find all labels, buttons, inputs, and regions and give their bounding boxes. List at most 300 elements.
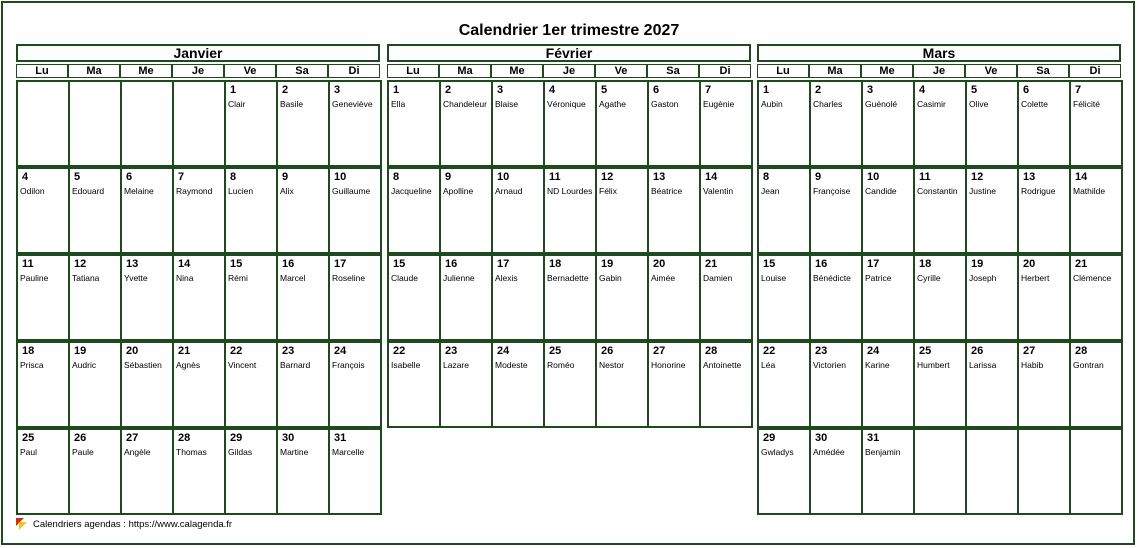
day-cell: [120, 167, 174, 254]
day-number: 26: [74, 432, 87, 444]
day-number: 3: [334, 84, 341, 96]
day-number: 28: [1075, 345, 1088, 357]
day-number: 1: [763, 84, 770, 96]
weekday-label: Me: [491, 64, 543, 78]
saint-name: Damien: [703, 273, 733, 283]
day-number: 21: [178, 345, 191, 357]
day-number: 12: [74, 258, 87, 270]
day-cell: [328, 167, 382, 254]
saint-name: Herbert: [1021, 273, 1050, 283]
day-number: 9: [282, 171, 289, 183]
saint-name: Patrice: [865, 273, 892, 283]
day-cell: [1017, 254, 1071, 341]
day-cell: [276, 341, 330, 428]
saint-name: Julienne: [443, 273, 475, 283]
day-cell: [172, 341, 226, 428]
month-header: Mars: [757, 44, 1121, 62]
saint-name: Guillaume: [332, 186, 371, 196]
saint-name: Thomas: [176, 447, 207, 457]
saint-name: Lucien: [228, 186, 254, 196]
empty-day-cell: [965, 428, 1019, 515]
day-cell: [120, 254, 174, 341]
day-cell: [965, 80, 1019, 167]
day-number: 19: [971, 258, 984, 270]
day-number: 14: [178, 258, 191, 270]
day-number: 27: [126, 432, 139, 444]
day-cell: [16, 428, 70, 515]
day-cell: [809, 341, 863, 428]
day-number: 20: [1023, 258, 1036, 270]
day-cell: [699, 167, 753, 254]
day-cell: [699, 341, 753, 428]
day-cell: [861, 428, 915, 515]
day-number: 13: [1023, 171, 1036, 183]
weekday-label: Lu: [387, 64, 439, 78]
day-cell: [861, 254, 915, 341]
saint-name: Béatrice: [651, 186, 683, 196]
day-number: 31: [334, 432, 347, 444]
day-cell: [172, 428, 226, 515]
day-cell: [543, 341, 597, 428]
day-cell: [491, 254, 545, 341]
saint-name: Yvette: [124, 273, 148, 283]
day-cell: [1017, 341, 1071, 428]
saint-name: Joseph: [969, 273, 997, 283]
day-number: 25: [919, 345, 932, 357]
day-number: 10: [867, 171, 880, 183]
day-cell: [68, 254, 122, 341]
week-row: [387, 167, 751, 254]
saint-name: Basile: [280, 99, 304, 109]
empty-day-cell: [1017, 428, 1071, 515]
weekday-label: Me: [120, 64, 172, 78]
saint-name: Charles: [813, 99, 843, 109]
day-cell: [224, 341, 278, 428]
day-cell: [439, 254, 493, 341]
day-cell: [16, 167, 70, 254]
day-cell: [172, 167, 226, 254]
saint-name: Bernadette: [547, 273, 589, 283]
saint-name: Rodrigue: [1021, 186, 1056, 196]
saint-name: Isabelle: [391, 360, 421, 370]
day-number: 9: [445, 171, 452, 183]
day-cell: [328, 254, 382, 341]
day-number: 23: [445, 345, 458, 357]
day-cell: [543, 254, 597, 341]
weekday-label: Ve: [965, 64, 1017, 78]
day-cell: [913, 167, 967, 254]
day-cell: [387, 341, 441, 428]
day-number: 14: [705, 171, 718, 183]
day-number: 28: [705, 345, 718, 357]
empty-day-cell: [913, 428, 967, 515]
saint-name: Valentin: [703, 186, 734, 196]
saint-name: Larissa: [969, 360, 997, 370]
day-number: 13: [653, 171, 666, 183]
weekday-label: Di: [1069, 64, 1121, 78]
day-number: 6: [653, 84, 660, 96]
saint-name: Raymond: [176, 186, 213, 196]
weekday-label: Di: [699, 64, 751, 78]
day-cell: [757, 167, 811, 254]
week-row: [387, 254, 751, 341]
day-number: 26: [601, 345, 614, 357]
saint-name: Aimée: [651, 273, 676, 283]
day-cell: [439, 167, 493, 254]
saint-name: Paul: [20, 447, 38, 457]
day-cell: [543, 167, 597, 254]
day-cell: [861, 167, 915, 254]
saint-name: Nestor: [599, 360, 625, 370]
saint-name: Sébastien: [124, 360, 162, 370]
day-number: 11: [549, 171, 561, 183]
weekday-label: Ma: [68, 64, 120, 78]
saint-name: Vincent: [228, 360, 257, 370]
day-cell: [387, 254, 441, 341]
week-row: [16, 167, 380, 254]
day-number: 11: [919, 171, 931, 183]
empty-day-cell: [16, 80, 70, 167]
saint-name: Blaise: [495, 99, 519, 109]
saint-name: Tatiana: [72, 273, 100, 283]
day-cell: [439, 80, 493, 167]
week-row: [757, 341, 1121, 428]
day-number: 4: [919, 84, 926, 96]
saint-name: Marcel: [280, 273, 306, 283]
saint-name: Gwladys: [761, 447, 794, 457]
day-cell: [328, 80, 382, 167]
day-number: 16: [445, 258, 458, 270]
day-number: 12: [601, 171, 614, 183]
weekday-label: Ve: [595, 64, 647, 78]
day-cell: [224, 80, 278, 167]
day-number: 15: [230, 258, 243, 270]
day-cell: [595, 341, 649, 428]
day-cell: [965, 167, 1019, 254]
day-cell: [647, 341, 701, 428]
day-number: 6: [126, 171, 133, 183]
saint-name: Audric: [72, 360, 97, 370]
day-number: 25: [549, 345, 562, 357]
day-number: 11: [22, 258, 34, 270]
day-number: 1: [230, 84, 237, 96]
weekday-label: Je: [172, 64, 224, 78]
day-cell: [491, 341, 545, 428]
month-grid: [757, 80, 1121, 515]
day-cell: [16, 254, 70, 341]
saint-name: Clémence: [1073, 273, 1112, 283]
day-cell: [699, 80, 753, 167]
day-cell: [809, 254, 863, 341]
day-cell: [861, 80, 915, 167]
saint-name: Arnaud: [495, 186, 523, 196]
day-number: 22: [230, 345, 243, 357]
saint-name: Jacqueline: [391, 186, 432, 196]
day-cell: [757, 341, 811, 428]
day-cell: [172, 254, 226, 341]
day-number: 20: [653, 258, 666, 270]
day-cell: [491, 80, 545, 167]
day-number: 6: [1023, 84, 1030, 96]
saint-name: Claude: [391, 273, 418, 283]
week-row: [757, 428, 1121, 515]
day-number: 21: [705, 258, 718, 270]
day-number: 10: [334, 171, 347, 183]
day-cell: [120, 428, 174, 515]
weekday-label: Ve: [224, 64, 276, 78]
saint-name: Félicité: [1073, 99, 1100, 109]
day-number: 5: [971, 84, 978, 96]
day-number: 3: [497, 84, 504, 96]
saint-name: Justine: [969, 186, 996, 196]
saint-name: Jean: [761, 186, 780, 196]
day-number: 19: [601, 258, 614, 270]
day-cell: [387, 80, 441, 167]
day-cell: [913, 254, 967, 341]
saint-name: Angèle: [124, 447, 151, 457]
saint-name: Guénolé: [865, 99, 898, 109]
saint-name: Gabin: [599, 273, 622, 283]
saint-name: Eugènie: [703, 99, 735, 109]
day-number: 5: [601, 84, 608, 96]
week-row: [16, 341, 380, 428]
empty-day-cell: [120, 80, 174, 167]
saint-name: Rémi: [228, 273, 248, 283]
saint-name: Louise: [761, 273, 787, 283]
saint-name: Martine: [280, 447, 309, 457]
day-number: 16: [282, 258, 295, 270]
day-cell: [965, 254, 1019, 341]
day-number: 16: [815, 258, 828, 270]
month-header: Février: [387, 44, 751, 62]
page-title: Calendrier 1er trimestre 2027: [458, 22, 680, 39]
day-number: 24: [497, 345, 510, 357]
day-cell: [861, 341, 915, 428]
week-row: [16, 254, 380, 341]
day-cell: [276, 254, 330, 341]
day-number: 10: [497, 171, 510, 183]
saint-name: Karine: [865, 360, 890, 370]
day-cell: [328, 428, 382, 515]
day-number: 20: [126, 345, 139, 357]
saint-name: Chandeleur: [443, 99, 487, 109]
day-cell: [68, 341, 122, 428]
weekday-label: Ma: [439, 64, 491, 78]
day-number: 4: [549, 84, 556, 96]
day-number: 2: [815, 84, 822, 96]
saint-name: Roseline: [332, 273, 366, 283]
day-number: 26: [971, 345, 984, 357]
day-cell: [543, 80, 597, 167]
day-cell: [1069, 80, 1123, 167]
saint-name: Félix: [599, 186, 617, 196]
saint-name: Antoinette: [703, 360, 742, 370]
day-cell: [913, 341, 967, 428]
day-number: 18: [549, 258, 562, 270]
empty-day-cell: [1069, 428, 1123, 515]
weekday-header-row: [387, 64, 751, 78]
day-cell: [647, 254, 701, 341]
day-cell: [647, 80, 701, 167]
day-number: 27: [1023, 345, 1036, 357]
saint-name: ND Lourdes: [547, 186, 593, 196]
day-cell: [647, 167, 701, 254]
saint-name: Agnès: [176, 360, 201, 370]
saint-name: Françoise: [813, 186, 851, 196]
saint-name: Gontran: [1073, 360, 1104, 370]
weekday-label: Lu: [16, 64, 68, 78]
day-cell: [224, 428, 278, 515]
saint-name: Léa: [761, 360, 776, 370]
saint-name: Geneviève: [332, 99, 373, 109]
day-cell: [1069, 341, 1123, 428]
saint-name: Victorien: [813, 360, 846, 370]
day-cell: [1069, 167, 1123, 254]
week-row: [757, 80, 1121, 167]
saint-name: Bénédicte: [813, 273, 851, 283]
saint-name: Alexis: [495, 273, 518, 283]
month-janvier: [16, 44, 380, 515]
month-header: Janvier: [16, 44, 380, 62]
weekday-label: Sa: [276, 64, 328, 78]
day-cell: [387, 167, 441, 254]
saint-name: Barnard: [280, 360, 311, 370]
day-number: 18: [22, 345, 35, 357]
day-number: 8: [393, 171, 400, 183]
day-cell: [439, 341, 493, 428]
day-cell: [68, 428, 122, 515]
saint-name: François: [332, 360, 365, 370]
day-number: 17: [867, 258, 880, 270]
weekday-header-row: [757, 64, 1121, 78]
week-row: [387, 341, 751, 428]
day-cell: [491, 167, 545, 254]
month-fevrier: [387, 44, 751, 428]
saint-name: Odilon: [20, 186, 45, 196]
day-cell: [16, 341, 70, 428]
calagenda-logo-icon: [16, 518, 27, 530]
saint-name: Lazare: [443, 360, 469, 370]
empty-day-cell: [68, 80, 122, 167]
saint-name: Paule: [72, 447, 94, 457]
day-number: 15: [393, 258, 406, 270]
day-number: 31: [867, 432, 880, 444]
day-number: 7: [1075, 84, 1082, 96]
footer: [16, 518, 232, 530]
saint-name: Candide: [865, 186, 897, 196]
month-grid: [16, 80, 380, 515]
empty-day-cell: [172, 80, 226, 167]
day-number: 24: [334, 345, 347, 357]
saint-name: Habib: [1021, 360, 1044, 370]
day-number: 18: [919, 258, 932, 270]
saint-name: Alix: [280, 186, 294, 196]
weekday-label: Je: [913, 64, 965, 78]
day-number: 29: [763, 432, 776, 444]
day-cell: [757, 80, 811, 167]
day-number: 28: [178, 432, 191, 444]
weekday-label: Sa: [647, 64, 699, 78]
day-number: 8: [763, 171, 770, 183]
day-number: 29: [230, 432, 243, 444]
day-number: 12: [971, 171, 984, 183]
day-cell: [276, 167, 330, 254]
saint-name: Clair: [228, 99, 246, 109]
day-cell: [809, 80, 863, 167]
saint-name: Pauline: [20, 273, 49, 283]
saint-name: Olive: [969, 99, 989, 109]
day-number: 13: [126, 258, 139, 270]
saint-name: Benjamin: [865, 447, 901, 457]
month-grid: [387, 80, 751, 428]
saint-name: Constantin: [917, 186, 958, 196]
saint-name: Edouard: [72, 186, 105, 196]
saint-name: Marcelle: [332, 447, 365, 457]
saint-name: Mathilde: [1073, 186, 1106, 196]
week-row: [757, 254, 1121, 341]
weekday-label: Lu: [757, 64, 809, 78]
day-number: 24: [867, 345, 880, 357]
day-number: 7: [705, 84, 712, 96]
day-cell: [757, 428, 811, 515]
week-row: [757, 167, 1121, 254]
weekday-label: Sa: [1017, 64, 1069, 78]
day-number: 2: [445, 84, 452, 96]
saint-name: Apolline: [443, 186, 474, 196]
day-cell: [1017, 80, 1071, 167]
saint-name: Cyrille: [917, 273, 941, 283]
day-number: 9: [815, 171, 822, 183]
day-cell: [757, 254, 811, 341]
day-number: 25: [22, 432, 35, 444]
day-number: 3: [867, 84, 874, 96]
day-cell: [1017, 167, 1071, 254]
weekday-label: Di: [328, 64, 380, 78]
day-number: 15: [763, 258, 776, 270]
day-number: 14: [1075, 171, 1088, 183]
day-cell: [276, 428, 330, 515]
day-number: 8: [230, 171, 237, 183]
day-cell: [595, 167, 649, 254]
day-number: 27: [653, 345, 666, 357]
day-number: 22: [393, 345, 406, 357]
day-number: 2: [282, 84, 289, 96]
day-number: 1: [393, 84, 400, 96]
day-cell: [328, 341, 382, 428]
day-number: 23: [815, 345, 828, 357]
footer-link[interactable]: Calendriers agendas : https://www.calagenda.fr: [33, 518, 233, 530]
day-cell: [699, 254, 753, 341]
day-cell: [809, 167, 863, 254]
day-number: 4: [22, 171, 29, 183]
day-cell: [276, 80, 330, 167]
week-row: [16, 428, 380, 515]
saint-name: Melaine: [124, 186, 154, 196]
weekday-label: Me: [861, 64, 913, 78]
saint-name: Gildas: [228, 447, 253, 457]
day-number: 19: [74, 345, 87, 357]
day-cell: [595, 254, 649, 341]
day-number: 21: [1075, 258, 1088, 270]
day-cell: [913, 80, 967, 167]
month-mars: [757, 44, 1121, 515]
saint-name: Véronique: [547, 99, 586, 109]
weekday-label: Ma: [809, 64, 861, 78]
saint-name: Agathe: [599, 99, 626, 109]
day-number: 5: [74, 171, 81, 183]
saint-name: Modeste: [495, 360, 528, 370]
day-number: 17: [334, 258, 347, 270]
